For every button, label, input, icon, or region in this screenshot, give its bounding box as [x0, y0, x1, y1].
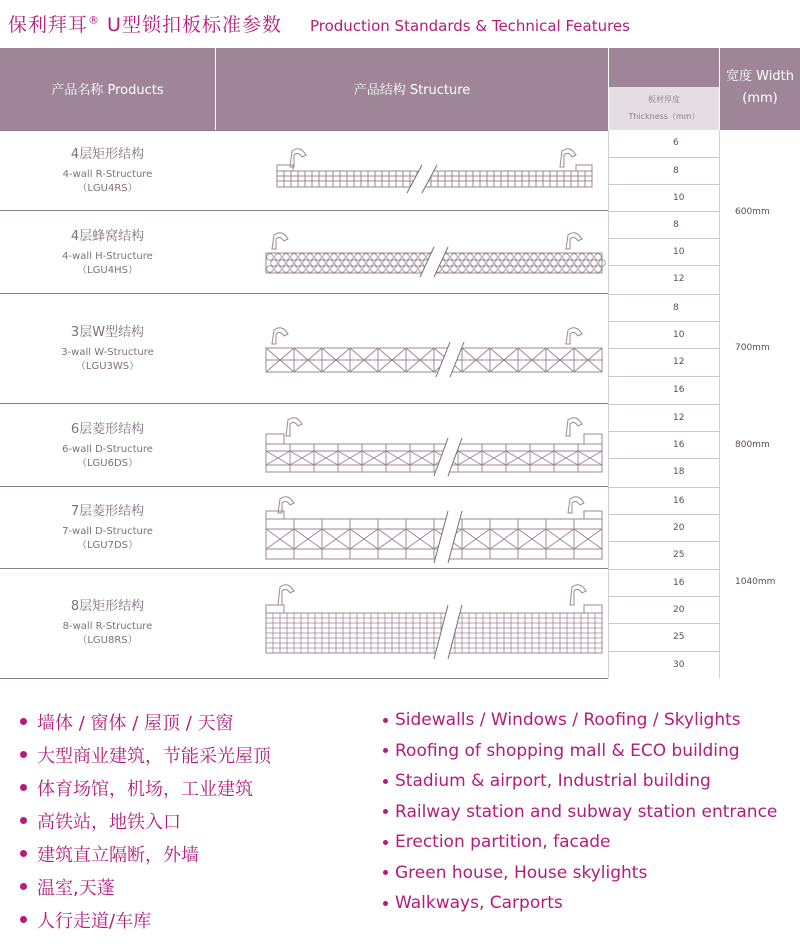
thickness-cell: 25 [609, 541, 719, 568]
product-cell [0, 321, 215, 374]
list-item-text: 温室,天蓬 [37, 877, 115, 899]
header-thickness-band [609, 48, 719, 87]
thickness-cell: 10 [609, 321, 719, 348]
product-code: （LGU4HS） [77, 265, 138, 276]
list-item-text: Erection partition, facade [395, 832, 611, 853]
page-title [8, 10, 630, 38]
list-item-text: 高铁站，地铁入口 [37, 811, 181, 833]
thickness-cell: 10 [609, 238, 719, 265]
product-cell [0, 595, 215, 648]
bullet-icon [383, 718, 388, 723]
structure-7-wall-d-diagram [262, 493, 607, 565]
bullet-icon [20, 916, 27, 923]
structure-8-wall-r-diagram [262, 579, 607, 671]
product-code: （LGU8RS） [77, 635, 138, 646]
bullet-icon [20, 817, 27, 824]
structure-4-wall-r-diagram [262, 147, 607, 197]
list-item [383, 858, 777, 889]
list-item-text: Roofing of shopping mall & ECO building [395, 740, 740, 761]
thickness-cell: 16 [609, 487, 719, 514]
list-item [20, 771, 271, 804]
list-item [383, 705, 777, 736]
thickness-cell: 18 [609, 458, 719, 485]
thickness-cell: 8 [609, 157, 719, 184]
product-name-en: 7-wall D-Structure [62, 526, 153, 537]
bullet-icon [20, 784, 27, 791]
product-name-cn: 6层菱形结构 [70, 422, 145, 437]
registered-mark: ® [88, 13, 101, 27]
product-row-3ws [0, 293, 608, 404]
structure-6-wall-d-diagram [262, 414, 607, 479]
product-row-4rs [0, 130, 608, 211]
applications-list-en [383, 705, 777, 919]
list-item [383, 797, 777, 828]
list-item-text: Green house, House skylights [395, 862, 648, 883]
thickness-cell: 8 [609, 211, 719, 238]
list-item [383, 888, 777, 919]
product-name-en: 4-wall H-Structure [62, 251, 153, 262]
header-thickness-cn: 板材厚度 [648, 95, 680, 104]
header-width [720, 48, 800, 130]
product-code: （LGU7DS） [76, 540, 139, 551]
header-width-label: 宽度 Width [726, 69, 794, 84]
list-item [383, 766, 777, 797]
product-cell [0, 225, 215, 278]
structure-3-wall-w-diagram [262, 322, 607, 382]
header-structure-label: 产品结构 Structure [353, 83, 471, 98]
product-cell [0, 500, 215, 553]
bullet-icon [383, 779, 388, 784]
product-row-8rs [0, 568, 608, 679]
thickness-cell: 12 [609, 265, 719, 292]
width-cell: 700mm [735, 343, 770, 353]
header-width-unit: (mm) [742, 91, 778, 106]
list-item-text: Walkways, Carports [395, 893, 563, 914]
width-cell: 600mm [735, 207, 770, 217]
product-name-cn: 8层矩形结构 [70, 599, 145, 614]
width-cell: 800mm [735, 440, 770, 450]
list-item-text: 墙体 / 窗体 / 屋顶 / 天窗 [37, 712, 234, 734]
thickness-cell: 25 [609, 623, 719, 650]
header-thickness-en: Thickness（mm） [628, 112, 700, 121]
header-structure [216, 48, 608, 130]
list-item-text: 大型商业建筑，节能采光屋顶 [37, 745, 271, 767]
thickness-cell: 8 [609, 294, 719, 321]
bullet-icon [20, 850, 27, 857]
product-row-4hs [0, 210, 608, 294]
bullet-icon [383, 840, 388, 845]
product-name-en: 6-wall D-Structure [62, 444, 153, 455]
column-divider [719, 130, 720, 678]
list-item-text: Sidewalls / Windows / Roofing / Skylights [395, 710, 741, 731]
title-cn-suffix: U型锁扣板标准参数 [100, 14, 282, 36]
thickness-cell: 16 [609, 431, 719, 458]
bullet-icon [20, 883, 27, 890]
structure-4-wall-h-diagram [262, 227, 607, 282]
product-name-cn: 7层菱形结构 [70, 504, 145, 519]
list-item [383, 827, 777, 858]
header-products [0, 48, 215, 130]
bullet-icon [383, 809, 388, 814]
thickness-cell: 6 [673, 138, 679, 148]
title-cn: 保利拜耳 [8, 14, 89, 36]
list-item [20, 738, 271, 771]
list-item-text: 体育场馆，机场，工业建筑 [37, 778, 253, 800]
thickness-cell: 12 [609, 404, 719, 431]
thickness-cell: 30 [609, 651, 719, 678]
list-item [383, 736, 777, 767]
product-name-en: 8-wall R-Structure [62, 621, 153, 632]
product-name-en: 3-wall W-Structure [61, 347, 154, 358]
header-products-label: 产品名称 Products [51, 83, 164, 98]
product-name-cn: 3层W型结构 [70, 325, 145, 340]
thickness-cell: 20 [609, 596, 719, 623]
product-code: （LGU3WS） [75, 361, 140, 372]
bullet-icon [20, 751, 27, 758]
product-cell [0, 418, 215, 471]
product-row-7ds [0, 486, 608, 569]
thickness-cell: 12 [609, 348, 719, 375]
table-bottom-rule [0, 678, 608, 679]
title-en: Production Standards & Technical Features [309, 17, 630, 35]
bullet-icon [20, 718, 27, 725]
thickness-cell: 20 [609, 514, 719, 541]
product-cell [0, 143, 215, 196]
list-item [20, 837, 271, 870]
product-name-en: 4-wall R-Structure [62, 169, 153, 180]
thickness-cell: 16 [609, 376, 719, 403]
product-code: （LGU4RS） [77, 183, 138, 194]
bullet-icon [383, 901, 388, 906]
list-item-text: 人行走道/车库 [37, 910, 152, 932]
product-name-cn: 4层蜂窝结构 [70, 229, 145, 244]
list-item [20, 705, 271, 738]
applications-list-cn [20, 705, 271, 936]
list-item-text: 建筑直立隔断，外墙 [37, 844, 199, 866]
product-code: （LGU6DS） [76, 458, 139, 469]
product-row-6ds [0, 403, 608, 487]
product-name-cn: 4层矩形结构 [70, 147, 145, 162]
bullet-icon [383, 870, 388, 875]
list-item-text: Railway station and subway station entrance [395, 801, 778, 822]
header-thickness [609, 87, 719, 130]
bullet-icon [383, 748, 388, 753]
list-item [20, 903, 271, 936]
thickness-cell: 10 [609, 184, 719, 211]
width-cell: 1040mm [735, 577, 776, 587]
thickness-cell: 16 [609, 569, 719, 596]
list-item-text: Stadium & airport, Industrial building [395, 771, 711, 792]
list-item [20, 870, 271, 903]
list-item [20, 804, 271, 837]
